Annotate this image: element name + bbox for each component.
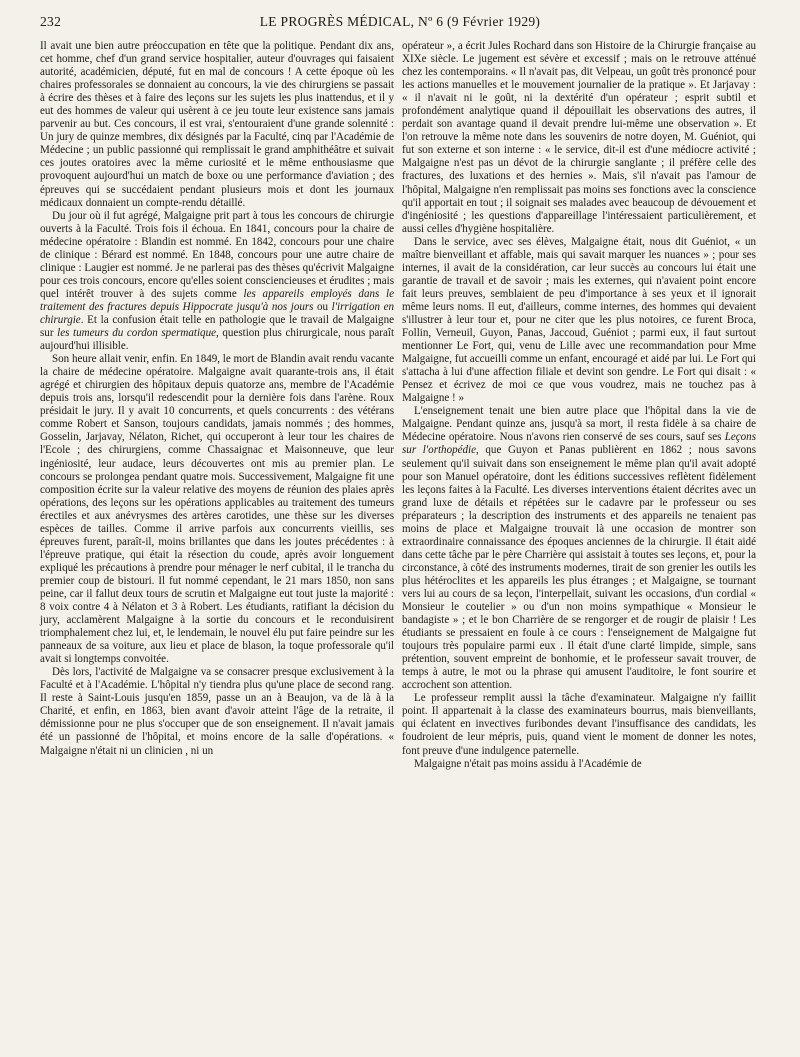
page-header (40, 14, 760, 34)
right-column (402, 40, 756, 771)
italic-title: les tumeurs du cordon spermatique (57, 327, 217, 340)
paragraph: Dans le service, avec ses élèves, Malgaigne était, nous dit Guéniot, « un maître bienveillant et affable, mais qui savait marquer les nuances » ; pour ses internes, il avait de la considération, car leur succès au concours lui était une garantie de travail et de savoir ; mais les externes, qui n'avaient point encore fait leurs preuves, semblaient de peu d'importance à ses yeux et il ignorait même leurs noms. Il eut, d'ailleurs, comme internes, des hommes qui devaient s'illustrer à leur tour et, pour ne citer que les plus notoires, ce furent Broca, Follin, Verneuil, Guyon, Panas, Jaccoud, Guéniot ; parmi eux, il faut surtout mentionner Le Fort, qui, venu de Lille avec une recommandation pour Mme Malgaigne, fut accueilli comme un enfant, encouragé et aidé par lui. Le Fort qui s'attacha à lui d'une affection filiale et devint son gendre. Le Fort qui disait : « Pensez et écrivez de moi ce que vous voudrez, mais ne touchez pas à Malgaigne ! » (402, 235, 756, 405)
paragraph: Malgaigne n'était pas moins assidu à l'Académie de (414, 757, 642, 770)
paragraph: L'enseignement tenait une bien autre place que l'hôpital dans la vie de Malgaigne. Pendant quinze ans, jusqu'à sa mort, il resta fidèle à sa chaire de Médecine opératoire. Nous n'avons rien conservé de ses cours, sauf ses Leçons sur l'orthopédie, que Guyon et Panas publièrent en 1862 ; nous savons seulement qu'il suivait dans son enseignement le même plan qu'il avait adopté pour son Manuel opératoire, dont les éditions successives reflètent fidèlement les leçons faites à la Faculté. Les diverses interventions étaient décrites avec un grand luxe de détails et répétées sur le cadavre par le professeur ou ses préparateurs ; la description des instruments et des appareils ne tenaient pas moins de place et Malgaigne trouvait là une occasion de montrer son extraordinaire connaissance des époques anciennes de la chirurgie. Il était aidé dans cette tâche par le père Charrière qui assistait à toutes ses leçons, et, pour la circonstance, à côté des instruments modernes, tirait de son grenier les outils les plus hétéroclites et les appareils les plus étranges ; et Malgaigne, se tournant vers lui au cours de sa leçon, l'interpellait, suivant les occasions, d'un cordial « Monsieur le coutelier » ou d'un non moins sympathique « Monsieur le bandagiste » ; et le bon Charrière de se rengorger et de rougir de plaisir ! Les étudiants se pressaient en foule à ce cours : l'enseignement de Malgaigne fut toujours très populaire parmi eux . Il était d'une clarté limpide, simple, sans prétention, souvent empreint de bonhomie, et le professeur savait trouver, de temps à autre, le mot ou la phrase qui amusent l'auditoire, le font sourire et accrochent son attention. (402, 405, 756, 692)
paragraph: Du jour où il fut agrégé, Malgaigne prit part à tous les concours de chirurgie ouverts à la Faculté. Trois fois il échoua. En 1841, concours pour la chaire de médecine opératoire : Blandin est nommé. En 1842, concours pour une chaire de clinique : Bérard est nommé. En 1848, concours pour une autre chaire de clinique : Laugier est nommé. Je ne parlerai pas des thèses qu'écrivit Malgaigne pour ces trois concours, encore qu'elles soient consciencieuses et érudites ; mais quel intérêt trouver à des sujets comme les appareils employés dans le traitement des fractures depuis Hippocrate jusqu'à nos jours ou l'irrigation en chirurgie. Et la confusion était telle en pathologie que le travail de Malgaigne sur les tumeurs du cordon spermatique, question plus chirurgicale, nous paraît aujourd'hui illisible. (40, 209, 395, 353)
italic-title: l'irrigation en chirurgie (40, 300, 394, 326)
page-number: 232 (40, 14, 62, 29)
left-column (40, 40, 394, 758)
italic-title: Leçons sur l'orthopédie (402, 431, 756, 457)
running-head: LE PROGRÈS MÉDICAL, Nº 6 (9 Février 1929) (259, 14, 541, 29)
paragraph: Il avait une bien autre préoccupation en tête que la politique. Pendant dix ans, cet homme, chef d'un grand service hospitalier, auteur d'ouvrages qui faisaient autorité, académicien, député, fut en mal de concours ! A cette époque où les chaires professorales se donnaient au concours, la vie des chirurgiens se passait à écrire des thèses et à faire des leçons sur les sujets les plus inattendus, et il y eut des hommes de valeur qui usèrent à ce jeu toute leur existence sans jamais parvenir au but. Ces concours, il est vrai, s'entouraient d'une grande solennité : Un jury de quinze membres, dix désignés par la Faculté, cinq par l'Académie de Médecine ; un public passionné qui remplissait le grand amphithéâtre et suivait ces joutes oratoires avec la même curiosité et le même enthousiasme que provoquent aujourd'hui un match de boxe ou une performance d'aviation ; des épreuves qui se succédaient pendant plusieurs mois et dont les journaux médicaux donnaient un compte-rendu détaillé. (40, 40, 394, 209)
paragraph: Son heure allait venir, enfin. En 1849, le mort de Blandin avait rendu vacante la chaire de médecine opératoire. Malgaigne avait quarante-trois ans, il était agrégé et chirurgien des hôpitaux depuis quatorze ans, membre de l'Académie depuis trois ans, lorsqu'il redescendit pour la dernière fois dans l'arène. Roux présidait le jury. Il y avait 10 concurrents, et quels concurrents : des vétérans comme Robert et Sanson, toujours candidats, jamais nommés ; des hommes, Gosselin, Jarjavay, Nélaton, Richet, qui occuperont à leur tour les chaires de l'Ecole ; des chirurgiens, comme Chassaignac et Maisonneuve, que leur ingéniosité, leur audace, leurs découvertes ont mis au premier plan. Le concours se prolongea pendant quatre mois. Successivement, Malgaigne fit une composition écrite sur la valeur relative des moyens de réunion des plaies après opérations, des leçons sur les opérations applicables au traitement des tumeurs érectiles et aux anévrysmes des artères carotides, une thèse sur les diverses espèces de tailles. Comme il arrive parfois aux concurrents vieillis, ses épreuves furent, paraît-il, moins brillantes que dans les joutes précédentes : à l'épreuve pratique, qui était la résection du coude, après avoir longuement expliqué les précautions à prendre pour ménager le nerf cubital, il le trancha du premier coup de bistouri. Il fut nommé cependant, le 21 mars 1850, non sans peine, car il fallut deux tours de scrutin et Malgaigne eut tout juste la majorité : 8 voix contre 4 à Nélaton et 3 à Robert. Les étudiants, ratifiant la décision du jury, acclamèrent Malgaigne à la sortie du concours et le reconduisirent triomphalement chez lui, et, le lendemain, le nouvel élu put faire peindre sur les panneaux de sa voiture, aux lieu et place de blason, la toque professorale qu'il avait si longtemps convoitée. (40, 353, 394, 666)
paragraph: Le professeur remplit aussi la tâche d'examinateur. Malgaigne n'y faillit point. Il appartenait à la classe des examinateurs bourrus, mais bienveillants, qui éclatent en invectives furibondes devant l'insuffisance des candidats, les foudroient de leur mépris, puis, quand vient le moment de donner les notes, font preuve d'une indulgence paternelle. (402, 692, 756, 757)
paragraph: Dès lors, l'activité de Malgaigne va se consacrer presque exclusivement à la Faculté et à l'Académie. L'hôpital n'y tiendra plus qu'une place de second rang. Il reste à Saint-Louis jusqu'en 1859, passe un an à Beaujon, va de là à la Charité, et enfin, en 1863, bien avant d'avoir atteint l'âge de la retraite, il démissionne pour ne plus s'occuper que de son enseignement. Il n'avait jamais été un passionné de l'hôpital, et moins encore de la salle d'opérations. « Malgaigne n'était ni un clinicien , ni un (40, 666, 394, 757)
italic-title: les appareils employés dans le traitement des fractures depuis Hippocrate jusqu'à nos jours (40, 287, 394, 313)
paragraph: opérateur », a écrit Jules Rochard dans son Histoire de la Chirurgie française au XIXe siècle. Le jugement est sévère et excessif ; mais on le retrouve atténué chez les contemporains. « Il n'avait pas, dit Velpeau, un goût très prononcé pour les actions manuelles et le mouvement journalier de la pratique ». Et Jarjavay : « il n'avait ni le goût, ni la dextérité d'un opérateur ; esprit subtil et profondément analytique quand il dépouillait les observations des autres, il perdait son avantage quand il devait prendre lui-même une observation ». Et l'on retrouve la même note dans les souvenirs de notre doyen, M. Guéniot, qui fut son externe et son interne : « le service, dit-il est d'une médiocre activité ; Malgaigne n'est pas un dévot de la chirurgie sanglante ; il préfère celle des fractures, des luxations et des hernies ». Mais, s'il n'avait pas l'amour de l'hôpital, Malgaigne n'en remplissait pas moins ses fonctions avec la conscience qu'il apportait en tout ; il soignait ses malades avec beaucoup de dévouement et d'ingéniosité ; les questions d'appareillage l'intéressaient particulièrement, et aussi celles d'hygiène hospitalière. (402, 40, 756, 235)
